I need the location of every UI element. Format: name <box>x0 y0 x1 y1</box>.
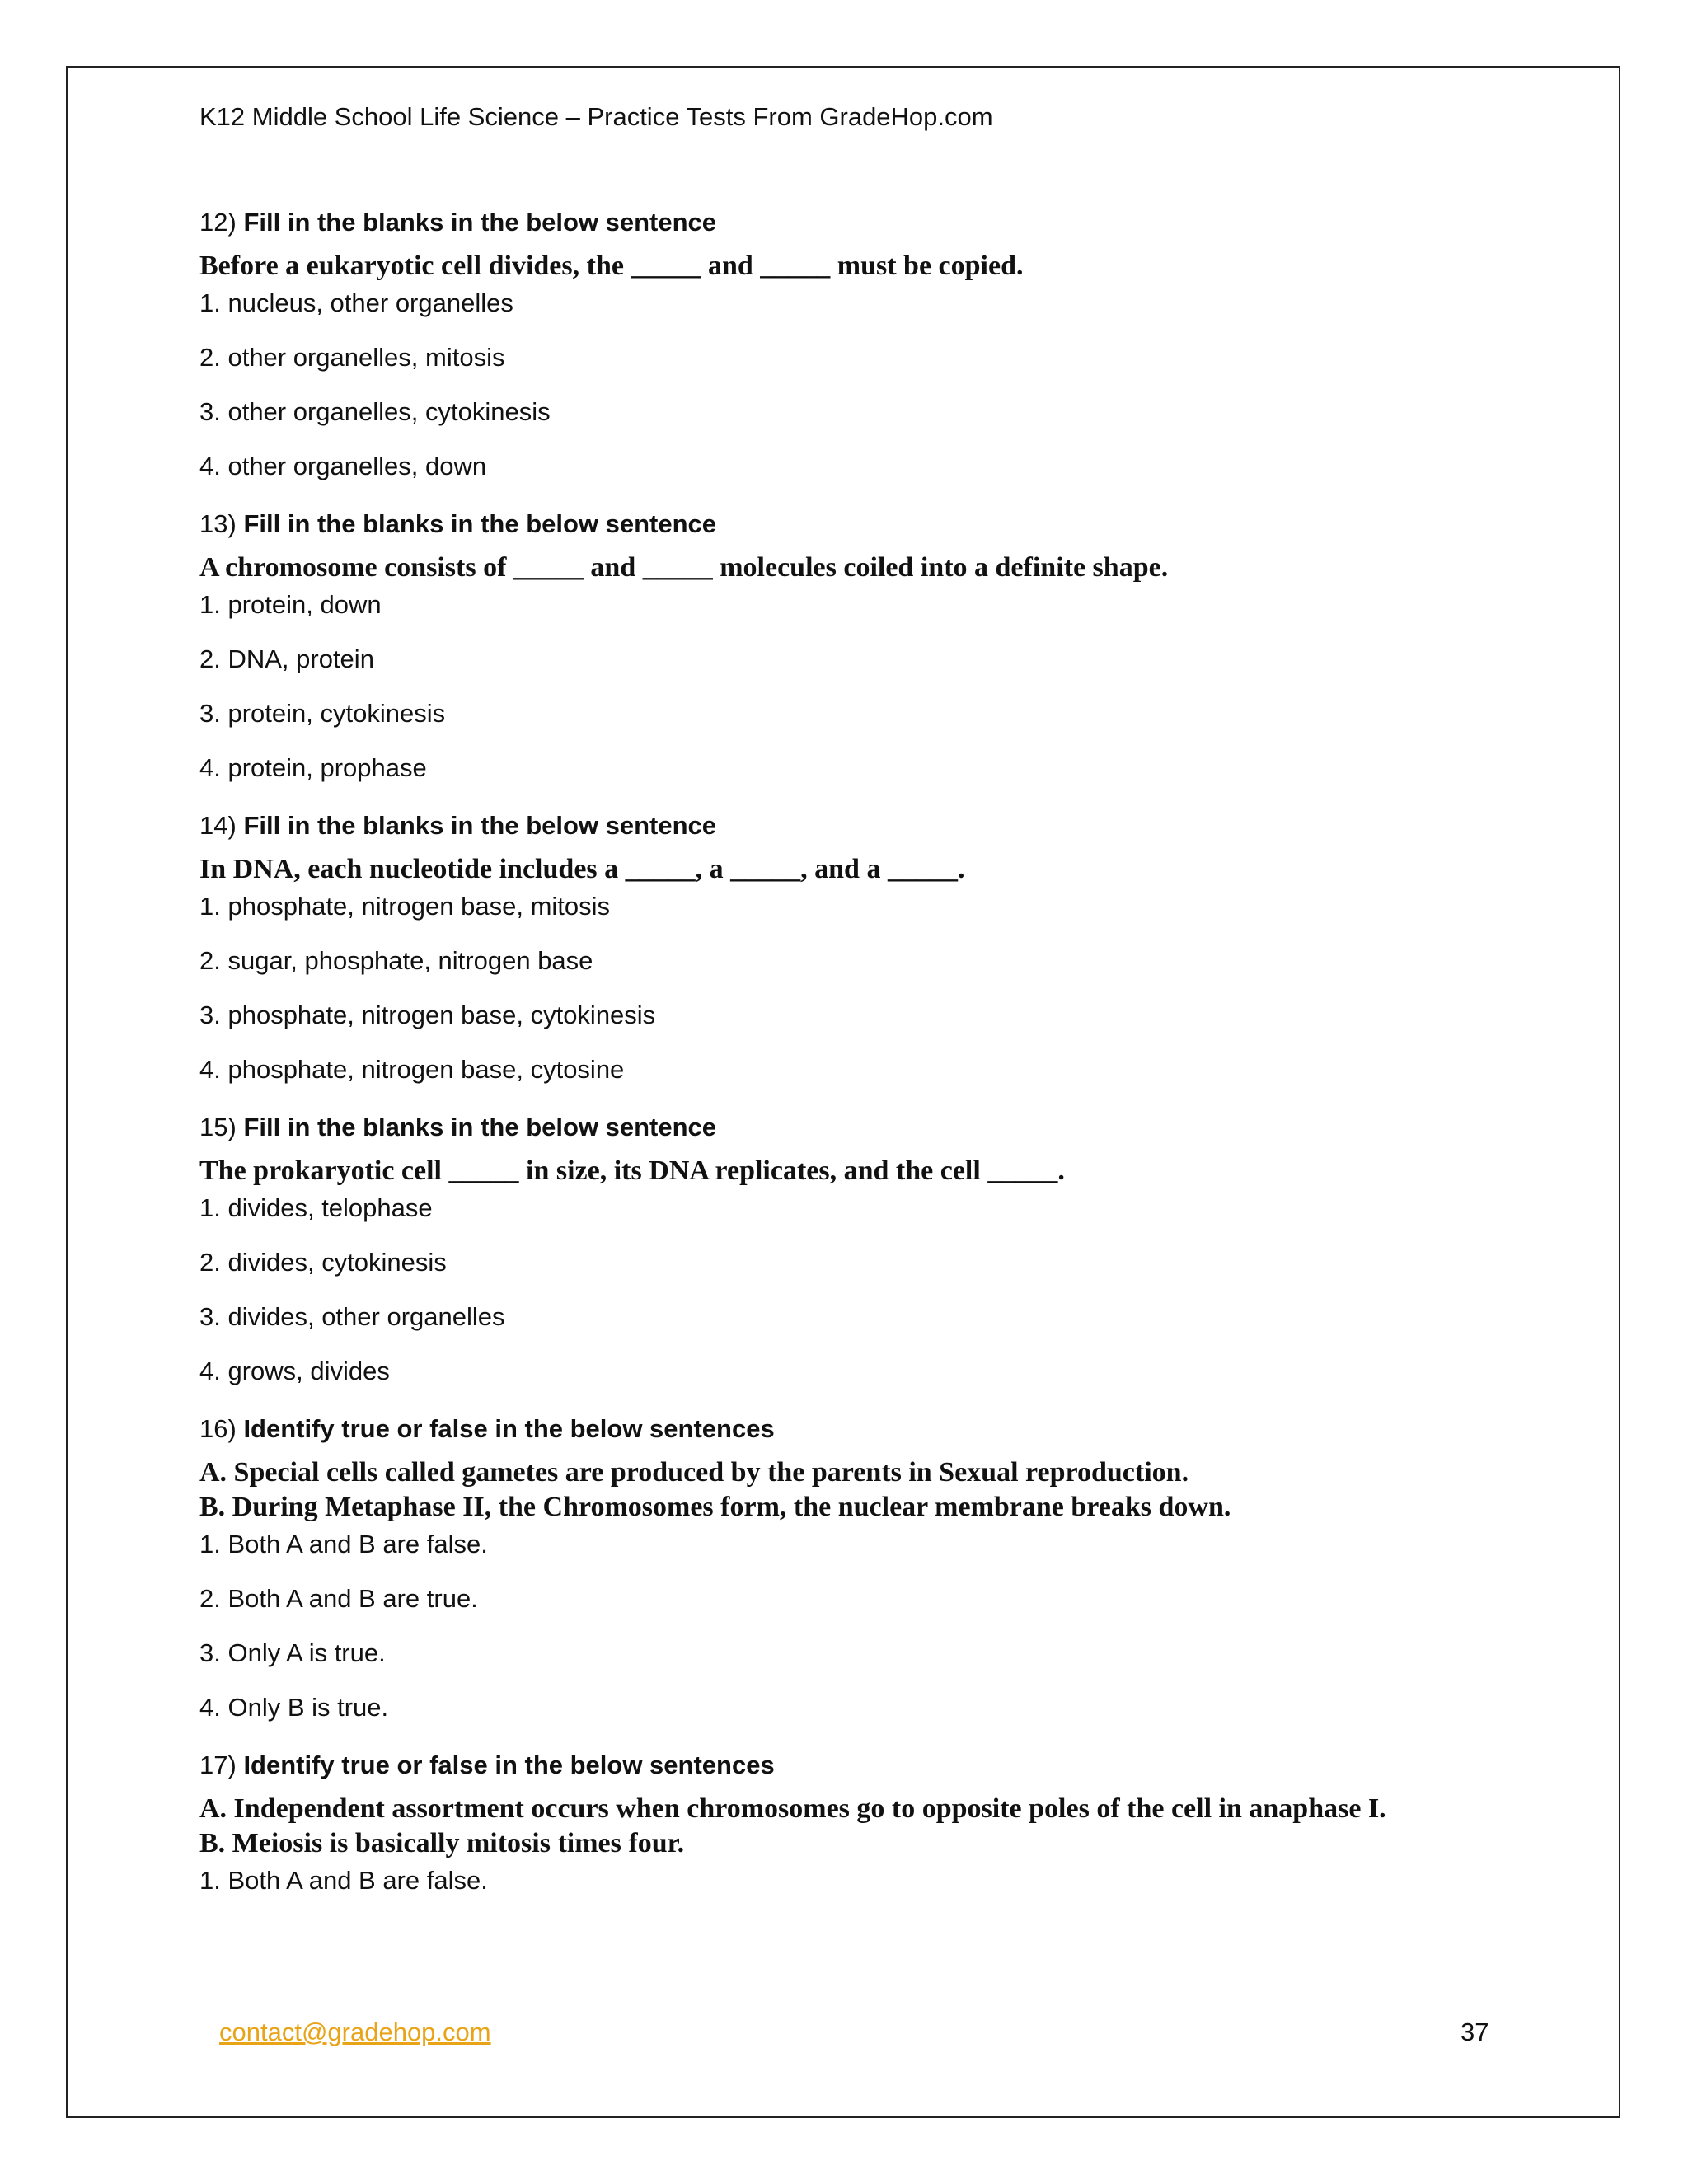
answer-options <box>199 1526 1518 1726</box>
question-16 <box>199 1411 1518 1726</box>
answer-option: 3. Only A is true. <box>199 1638 386 1667</box>
question-number: 17) <box>199 1750 237 1779</box>
question-number: 13) <box>199 509 237 538</box>
question-number: 15) <box>199 1113 237 1141</box>
question-header <box>199 506 1518 542</box>
answer-option: 1. Both A and B are false. <box>199 1530 488 1558</box>
page-header: K12 Middle School Life Science – Practice Tests From GradeHop.com <box>199 102 993 131</box>
question-header <box>199 1109 1518 1146</box>
question-statement: A. Special cells called gametes are produced by the parents in Sexual reproduction. <box>199 1457 1189 1488</box>
question-instruction: Identify true or false in the below sentences <box>243 1750 775 1779</box>
question-header <box>199 204 1518 241</box>
answer-option: 4. other organelles, down <box>199 452 487 480</box>
answer-option: 4. grows, divides <box>199 1357 390 1385</box>
question-15 <box>199 1109 1518 1390</box>
question-statement: A chromosome consists of _____ and _____ molecules coiled into a definite shape. <box>199 552 1169 583</box>
answer-option: 4. phosphate, nitrogen base, cytosine <box>199 1055 625 1084</box>
question-17 <box>199 1747 1518 1899</box>
question-statement: B. Meiosis is basically mitosis times four. <box>199 1828 685 1858</box>
question-statement: In DNA, each nucleotide includes a _____, a _____, and a _____. <box>199 854 965 884</box>
answer-options <box>199 1190 1518 1390</box>
answer-option: 1. Both A and B are false. <box>199 1866 488 1895</box>
answer-option: 4. protein, prophase <box>199 753 427 782</box>
question-instruction: Fill in the blanks in the below sentence <box>243 811 717 840</box>
question-13 <box>199 506 1518 786</box>
question-statement: A. Independent assortment occurs when chromosomes go to opposite poles of the cell in anaphase I. <box>199 1793 1386 1824</box>
question-header <box>199 1747 1518 1783</box>
question-list <box>199 204 1518 1920</box>
answer-option: 1. divides, telophase <box>199 1193 433 1222</box>
answer-options <box>199 888 1518 1088</box>
question-header <box>199 808 1518 844</box>
contact-email-link[interactable]: contact@gradehop.com <box>219 2018 491 2046</box>
question-number: 12) <box>199 208 237 237</box>
answer-options <box>199 1863 1518 1899</box>
answer-option: 2. other organelles, mitosis <box>199 343 505 372</box>
answer-option: 2. sugar, phosphate, nitrogen base <box>199 946 593 975</box>
answer-option: 3. phosphate, nitrogen base, cytokinesis <box>199 1001 656 1029</box>
answer-option: 1. nucleus, other organelles <box>199 288 513 317</box>
question-12 <box>199 204 1518 485</box>
question-instruction: Fill in the blanks in the below sentence <box>243 509 717 538</box>
page-number: 37 <box>1461 2018 1489 2046</box>
question-14 <box>199 808 1518 1088</box>
answer-option: 3. protein, cytokinesis <box>199 699 446 728</box>
answer-option: 1. phosphate, nitrogen base, mitosis <box>199 892 611 921</box>
question-number: 14) <box>199 811 237 840</box>
answer-option: 4. Only B is true. <box>199 1693 389 1722</box>
question-statement: The prokaryotic cell _____ in size, its DNA replicates, and the cell _____. <box>199 1155 1065 1186</box>
question-number: 16) <box>199 1414 237 1443</box>
answer-options <box>199 285 1518 485</box>
answer-option: 1. protein, down <box>199 590 382 619</box>
answer-option: 2. divides, cytokinesis <box>199 1248 447 1277</box>
answer-option: 2. DNA, protein <box>199 644 374 673</box>
question-instruction: Fill in the blanks in the below sentence <box>243 1113 717 1141</box>
answer-option: 3. other organelles, cytokinesis <box>199 397 551 426</box>
answer-option: 3. divides, other organelles <box>199 1302 505 1331</box>
question-header <box>199 1411 1518 1447</box>
question-statement: Before a eukaryotic cell divides, the _____ and _____ must be copied. <box>199 251 1024 281</box>
answer-options <box>199 587 1518 786</box>
answer-option: 2. Both A and B are true. <box>199 1584 478 1613</box>
question-instruction: Fill in the blanks in the below sentence <box>243 208 717 237</box>
question-instruction: Identify true or false in the below sentences <box>243 1414 775 1443</box>
question-statement: B. During Metaphase II, the Chromosomes form, the nuclear membrane breaks down. <box>199 1492 1231 1522</box>
